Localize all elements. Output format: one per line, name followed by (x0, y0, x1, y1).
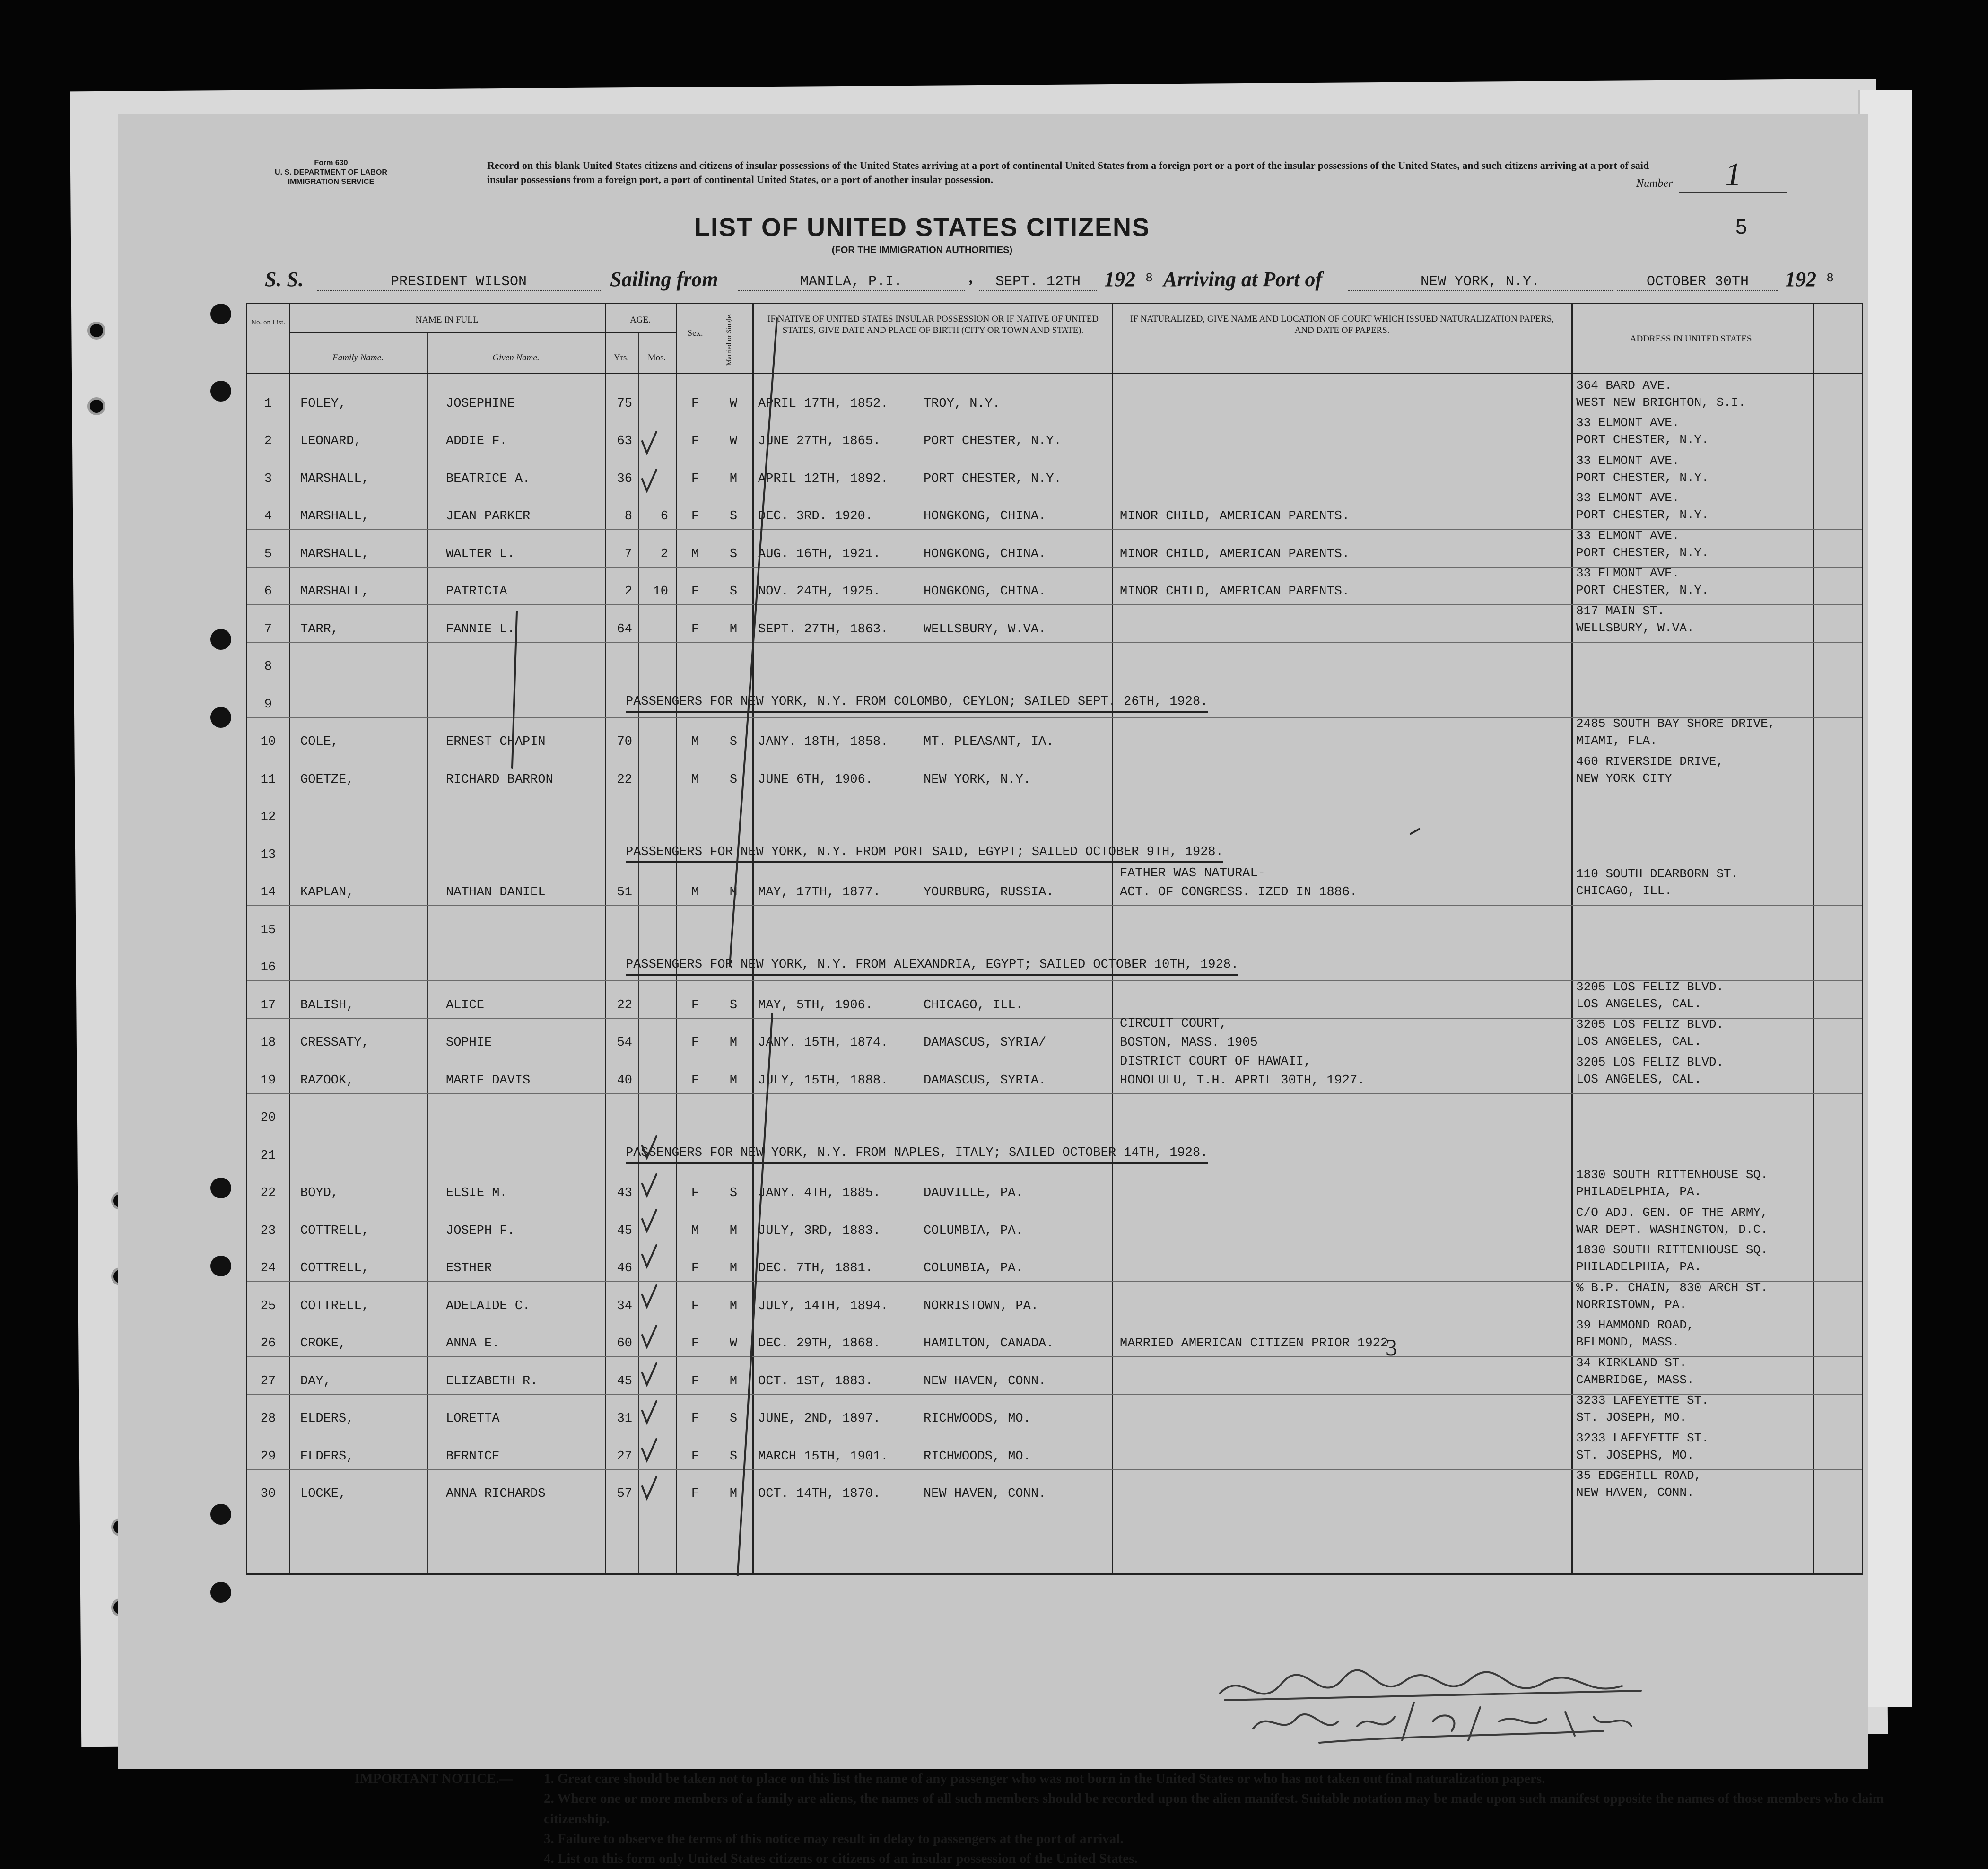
cell-sex: F (691, 1374, 699, 1389)
cell-nat: HONOLULU, T.H. APRIL 30TH, 1927. (1120, 1073, 1365, 1088)
cell-no: 17 (260, 998, 276, 1013)
cell-yrs: 45 (617, 1223, 632, 1238)
cell-no: 6 (264, 585, 272, 599)
cell-bplace: TROY, N.Y. (924, 396, 1001, 411)
cell-addr: 110 SOUTH DEARBORN ST. (1576, 867, 1739, 881)
cell-no: 2 (264, 434, 272, 448)
cell-yrs: 57 (617, 1487, 632, 1501)
cell-ms: S (729, 547, 738, 561)
cell-addr: 33 ELMONT AVE. (1576, 566, 1680, 580)
cell-no: 30 (260, 1487, 276, 1501)
cell-addr: 33 ELMONT AVE. (1576, 453, 1680, 468)
cell-family: RAZOOK, (300, 1073, 354, 1088)
cell-addr: NEW YORK CITY (1576, 771, 1672, 786)
cell-yrs: 22 (617, 998, 632, 1013)
cell-addr: 2485 SOUTH BAY SHORE DRIVE, (1576, 716, 1776, 731)
punch-dot (210, 304, 231, 324)
cell-addr: 33 ELMONT AVE. (1576, 416, 1680, 430)
cell-given: MARIE DAVIS (446, 1073, 531, 1088)
cell-bplace: RICHWOODS, MO. (924, 1449, 1031, 1464)
cell-given: BERNICE (446, 1449, 500, 1464)
cell-bplace: NEW HAVEN, CONN. (924, 1374, 1046, 1389)
cell-addr: PORT CHESTER, N.Y. (1576, 583, 1709, 597)
arrival-year-digit: 8 (1826, 271, 1834, 285)
notice-item: 2. Where one or more members of a family are aliens, the names of all such members should be recorded upon the alien manifest. Suitable notation may be made upon such manifest opposite the names of those members who claim citizenship. (544, 1791, 1884, 1826)
cell-bdate: DEC. 29TH, 1868. (758, 1336, 881, 1351)
punch-dot (210, 629, 231, 650)
cell-yrs: 34 (617, 1299, 632, 1313)
cell-yrs: 45 (617, 1374, 632, 1389)
cell-bdate: MAY, 17TH, 1877. (758, 885, 881, 900)
cell-family: MARSHALL, (300, 472, 369, 486)
cell-sex: F (691, 1336, 699, 1351)
cell-no: 4 (264, 509, 272, 524)
cell-no: 13 (260, 847, 276, 862)
cell-no: 15 (260, 923, 276, 937)
cell-yrs: 7 (624, 547, 632, 561)
cell-bplace: DAUVILLE, PA. (924, 1186, 1023, 1200)
cell-yrs: 8 (624, 509, 632, 524)
cell-yrs: 2 (624, 585, 632, 599)
cell-given: WALTER L. (446, 547, 515, 561)
number-label: Number (1636, 177, 1673, 190)
cell-ms: W (729, 396, 738, 411)
cell-nat: FATHER WAS NATURAL- (1120, 866, 1265, 881)
cell-addr: BELMOND, MASS. (1576, 1335, 1680, 1349)
cell-bdate: APRIL 17TH, 1852. (758, 396, 889, 411)
intro-text: Record on this blank United States citizens and citizens of insular possessions of the United States arriving at a port of continental United States from a foreign port or a port of the insular possessions of the United States, and such citizens arriving at a port of said insular possessions from a foreign port, a port of continental United States, or a port of another insular possession. (487, 159, 1649, 185)
department-name: U. S. DEPARTMENT OF LABOR (275, 168, 387, 176)
cell-no: 5 (264, 547, 272, 561)
cell-addr: CHICAGO, ILL. (1576, 884, 1672, 898)
cell-no: 16 (260, 961, 276, 975)
header-mos: Mos. (647, 353, 666, 363)
cell-ms: M (729, 1223, 738, 1238)
cell-no: 22 (260, 1186, 276, 1200)
cell-given: NATHAN DANIEL (446, 885, 546, 900)
cell-nat: ACT. OF CONGRESS. IZED IN 1886. (1120, 885, 1358, 900)
cell-bplace: PORT CHESTER, N.Y. (924, 434, 1062, 448)
inspector-signature (1215, 1665, 1669, 1750)
citizens-table (246, 303, 1863, 1575)
cell-no: 24 (260, 1261, 276, 1275)
cell-bdate: JULY, 14TH, 1894. (758, 1299, 889, 1313)
cell-family: CROKE, (300, 1336, 347, 1351)
cell-sex: M (691, 772, 699, 787)
header-no: No. on List. (251, 319, 285, 326)
cell-addr: WELLSBURY, W.VA. (1576, 620, 1694, 635)
cell-no: 8 (264, 660, 272, 674)
cell-addr: 33 ELMONT AVE. (1576, 528, 1680, 543)
cell-yrs: 27 (617, 1449, 632, 1464)
number-value: 1 (1679, 158, 1787, 193)
cell-bplace: HONGKONG, CHINA. (924, 585, 1046, 599)
punch-dot (210, 381, 231, 402)
cell-addr: 3233 LAFEYETTE ST. (1576, 1431, 1709, 1445)
cell-no: 19 (260, 1073, 276, 1088)
cell-family: COTTRELL, (300, 1299, 369, 1313)
cell-addr: ST. JOSEPH, MO. (1576, 1410, 1687, 1424)
cell-bplace: PORT CHESTER, N.Y. (924, 472, 1062, 486)
header-yrs: Yrs. (613, 353, 629, 363)
cell-bdate: JANY. 4TH, 1885. (758, 1186, 881, 1200)
cell-sex: F (691, 1299, 699, 1313)
cell-sex: M (691, 1223, 699, 1238)
cell-addr: 817 MAIN ST. (1576, 603, 1665, 618)
cell-addr: 35 EDGEHILL ROAD, (1576, 1468, 1702, 1483)
cell-bdate: MAY, 5TH, 1906. (758, 998, 873, 1013)
cell-sex: M (691, 885, 699, 900)
header-given-name: Given Name. (492, 353, 540, 363)
sailing-from-port: MANILA, P.I. (738, 274, 965, 291)
cell-addr: PHILADELPHIA, PA. (1576, 1185, 1702, 1199)
cell-given: FANNIE L. (446, 622, 515, 637)
cell-addr: 33 ELMONT AVE. (1576, 491, 1680, 505)
cell-no: 27 (260, 1374, 276, 1389)
cell-ms: S (729, 1186, 738, 1200)
page-number: 5 (1735, 215, 1747, 238)
cell-addr: 3205 LOS FELIZ BLVD. (1576, 1017, 1724, 1031)
cell-bdate: JULY, 3RD, 1883. (758, 1223, 881, 1238)
sailing-date: SEPT. 12TH (979, 274, 1097, 291)
cell-addr: LOS ANGELES, CAL. (1576, 1072, 1702, 1086)
cell-ms: M (729, 1036, 738, 1050)
cell-addr: PHILADELPHIA, PA. (1576, 1260, 1702, 1274)
punch-dot (210, 1582, 231, 1603)
cell-ms: S (729, 585, 738, 599)
cell-mos: 2 (660, 547, 668, 561)
cell-family: BALISH, (300, 998, 354, 1013)
cell-given: ADDIE F. (446, 434, 507, 448)
form-number: Form 630 (314, 159, 348, 167)
notice-item: 1. Great care should be taken not to place on this list the name of any passenger who was not born in the United States or who has not taken out final naturalization papers. (544, 1771, 1545, 1786)
cell-no: 25 (260, 1299, 276, 1313)
page-subtitle: (FOR THE IMMIGRATION AUTHORITIES) (831, 245, 1013, 255)
cell-sex: M (691, 735, 699, 749)
cell-bdate: OCT. 14TH, 1870. (758, 1487, 881, 1501)
cell-ms: W (729, 1336, 738, 1351)
cell-yrs: 36 (617, 472, 632, 486)
cell-addr: 3233 LAFEYETTE ST. (1576, 1393, 1709, 1407)
cell-yrs: 46 (617, 1261, 632, 1275)
cell-bplace: RICHWOODS, MO. (924, 1412, 1031, 1426)
header-sex: Sex. (687, 328, 703, 338)
cell-given: ERNEST CHAPIN (446, 735, 546, 749)
cell-bplace: DAMASCUS, SYRIA. (924, 1073, 1046, 1088)
cell-family: BOYD, (300, 1186, 339, 1200)
notice-heading: IMPORTANT NOTICE.— (355, 1771, 513, 1786)
cell-given: ELSIE M. (446, 1186, 507, 1200)
cell-family: LEONARD, (300, 434, 362, 448)
cell-given: ANNA E. (446, 1336, 500, 1351)
cell-addr: WAR DEPT. WASHINGTON, D.C. (1576, 1222, 1768, 1237)
cell-bplace: NORRISTOWN, PA. (924, 1299, 1039, 1313)
cell-sex: F (691, 1186, 699, 1200)
cell-addr: 1830 SOUTH RITTENHOUSE SQ. (1576, 1243, 1768, 1257)
punch-dot (210, 1178, 231, 1198)
margin-note: 3 (1386, 1334, 1397, 1361)
arrival-year-prefix: 192 (1785, 268, 1816, 291)
cell-ms: M (729, 1073, 738, 1088)
cell-addr: PORT CHESTER, N.Y. (1576, 433, 1709, 447)
cell-no: 12 (260, 810, 276, 824)
cell-family: KAPLAN, (300, 885, 354, 900)
cell-addr: C/O ADJ. GEN. OF THE ARMY, (1576, 1205, 1768, 1220)
cell-addr: MIAMI, FLA. (1576, 734, 1657, 748)
header-age: AGE. (630, 315, 651, 325)
cell-sex: F (691, 1449, 699, 1464)
cell-family: ELDERS, (300, 1449, 354, 1464)
cell-addr: 460 RIVERSIDE DRIVE, (1576, 754, 1724, 769)
cell-yrs: 43 (617, 1186, 632, 1200)
cell-ms: M (729, 885, 738, 900)
cell-bdate: JUNE 27TH, 1865. (758, 434, 881, 448)
cell-bplace: COLUMBIA, PA. (924, 1261, 1023, 1275)
section-heading: PASSENGERS FOR NEW YORK, N.Y. FROM COLOMBO, CEYLON; SAILED SEPT. 26TH, 1928. (626, 695, 1208, 713)
cell-no: 11 (260, 772, 276, 787)
cell-sex: F (691, 509, 699, 524)
cell-given: ELIZABETH R. (446, 1374, 538, 1389)
arriving-label: Arriving at Port of (1163, 268, 1323, 291)
sailing-from-label: Sailing from (610, 268, 718, 291)
cell-addr: 1830 SOUTH RITTENHOUSE SQ. (1576, 1168, 1768, 1182)
cell-sex: F (691, 1261, 699, 1275)
cell-no: 20 (260, 1111, 276, 1125)
cell-given: ALICE (446, 998, 485, 1013)
cell-addr: ST. JOSEPHS, MO. (1576, 1448, 1694, 1462)
cell-given: BEATRICE A. (446, 472, 531, 486)
cell-bdate: SEPT. 27TH, 1863. (758, 622, 889, 637)
cell-no: 10 (260, 735, 276, 749)
arrival-port: NEW YORK, N.Y. (1348, 274, 1613, 291)
cell-sex: F (691, 434, 699, 448)
cell-no: 9 (264, 697, 272, 712)
cell-sex: F (691, 998, 699, 1013)
cell-addr: NEW HAVEN, CONN. (1576, 1485, 1694, 1500)
cell-ms: M (729, 472, 738, 486)
cell-given: PATRICIA (446, 585, 507, 599)
cell-addr: 39 HAMMOND ROAD, (1576, 1318, 1694, 1332)
cell-yrs: 63 (617, 434, 632, 448)
punch-dot (210, 1504, 231, 1525)
cell-yrs: 60 (617, 1336, 632, 1351)
cell-bdate: APRIL 12TH, 1892. (758, 472, 889, 486)
cell-bplace: DAMASCUS, SYRIA/ (924, 1036, 1046, 1050)
cell-ms: S (729, 509, 738, 524)
cell-no: 14 (260, 885, 276, 900)
cell-bplace: HONGKONG, CHINA. (924, 509, 1046, 524)
cell-bdate: NOV. 24TH, 1925. (758, 585, 881, 599)
cell-bplace: NEW HAVEN, CONN. (924, 1487, 1046, 1501)
cell-bplace: NEW YORK, N.Y. (924, 772, 1031, 787)
notice-items (544, 1769, 1934, 1869)
cell-family: DAY, (300, 1374, 331, 1389)
cell-addr: 3205 LOS FELIZ BLVD. (1576, 979, 1724, 994)
service-name: IMMIGRATION SERVICE (288, 178, 375, 186)
ship-name: PRESIDENT WILSON (317, 274, 601, 291)
cell-addr: 364 BARD AVE. (1576, 378, 1672, 393)
cell-yrs: 75 (617, 396, 632, 411)
sailing-line: S. S. PRESIDENT WILSON Sailing from MANILA, P.I. , SEPT. 12TH 192 8 Arriving at Port of NEW YORK, N.Y. OCTOBER 30TH 192 8 (265, 267, 1873, 296)
cell-bdate: MARCH 15TH, 1901. (758, 1449, 889, 1464)
cell-addr: % B.P. CHAIN, 830 ARCH ST. (1576, 1280, 1768, 1295)
notice-item: 4. List on this form only United States citizens or citizens of an insular possession of the United States. (544, 1851, 1138, 1867)
cell-bplace: HAMILTON, CANADA. (924, 1336, 1054, 1351)
cell-family: LOCKE, (300, 1487, 347, 1501)
cell-bdate: JULY, 15TH, 1888. (758, 1073, 889, 1088)
cell-family: GOETZE, (300, 772, 354, 787)
cell-ms: S (729, 735, 738, 749)
cell-nat: MINOR CHILD, AMERICAN PARENTS. (1120, 547, 1350, 561)
cell-no: 23 (260, 1223, 276, 1238)
form-identifier (241, 158, 421, 187)
cell-given: ESTHER (446, 1261, 492, 1275)
cell-yrs: 31 (617, 1412, 632, 1426)
cell-bplace: YOURBURG, RUSSIA. (924, 885, 1054, 900)
cell-no: 21 (260, 1148, 276, 1163)
cell-sex: F (691, 1412, 699, 1426)
cell-given: ADELAIDE C. (446, 1299, 531, 1313)
cell-family: COLE, (300, 735, 339, 749)
cell-addr: PORT CHESTER, N.Y. (1576, 545, 1709, 560)
header-name-in-full: NAME IN FULL (415, 315, 479, 325)
cell-bdate: AUG. 16TH, 1921. (758, 547, 881, 561)
cell-addr: PORT CHESTER, N.Y. (1576, 470, 1709, 485)
cell-given: SOPHIE (446, 1036, 492, 1050)
cell-nat: DISTRICT COURT OF HAWAII, (1120, 1054, 1312, 1069)
cell-ms: M (729, 622, 738, 637)
cell-addr: 3205 LOS FELIZ BLVD. (1576, 1055, 1724, 1069)
cell-addr: WEST NEW BRIGHTON, S.I. (1576, 395, 1746, 410)
punch-dot (210, 1256, 231, 1276)
cell-bdate: JUNE, 2ND, 1897. (758, 1412, 881, 1426)
cell-ms: M (729, 1487, 738, 1501)
cell-nat: MARRIED AMERICAN CITIZEN PRIOR 1922 (1120, 1336, 1388, 1351)
cell-bplace: COLUMBIA, PA. (924, 1223, 1023, 1238)
cell-yrs: 51 (617, 885, 632, 900)
cell-ms: M (729, 1374, 738, 1389)
cell-bdate: JANY. 15TH, 1874. (758, 1036, 889, 1050)
cell-family: MARSHALL, (300, 585, 369, 599)
header-family-name: Family Name. (332, 353, 384, 363)
cell-given: JOSEPHINE (446, 396, 515, 411)
cell-sex: F (691, 1487, 699, 1501)
cell-ms: M (729, 1261, 738, 1275)
cell-family: FOLEY, (300, 396, 347, 411)
cell-family: ELDERS, (300, 1412, 354, 1426)
cell-no: 1 (264, 396, 272, 411)
cell-bdate: OCT. 1ST, 1883. (758, 1374, 873, 1389)
punch-dot (210, 707, 231, 728)
cell-bplace: WELLSBURY, W.VA. (924, 622, 1046, 637)
cell-sex: M (691, 547, 699, 561)
cell-given: RICHARD BARRON (446, 772, 553, 787)
arrival-date: OCTOBER 30TH (1617, 274, 1778, 291)
cell-addr: 34 KIRKLAND ST. (1576, 1355, 1687, 1370)
section-heading: PASSENGERS FOR NEW YORK, N.Y. FROM ALEXANDRIA, EGYPT; SAILED OCTOBER 10TH, 1928. (626, 958, 1238, 976)
cell-ms: W (729, 434, 738, 448)
header-birth: IF NATIVE OF UNITED STATES INSULAR POSSESSION OR IF NATIVE OF UNITED STATES, GIVE DATE AND PLACE OF BIRTH (CITY OR TOWN AND STATE). (767, 314, 1099, 335)
cell-addr: NORRISTOWN, PA. (1576, 1297, 1687, 1312)
cell-yrs: 64 (617, 622, 632, 637)
cell-yrs: 54 (617, 1036, 632, 1050)
cell-no: 18 (260, 1036, 276, 1050)
manifest-page (118, 114, 1884, 1867)
cell-mos: 10 (653, 585, 668, 599)
cell-ms: S (729, 1449, 738, 1464)
cell-sex: F (691, 472, 699, 486)
page-title: LIST OF UNITED STATES CITIZENS (694, 213, 1150, 242)
cell-nat: BOSTON, MASS. 1905 (1120, 1036, 1258, 1050)
sailing-year-prefix: 192 (1104, 268, 1135, 291)
cell-family: TARR, (300, 622, 339, 637)
cell-bdate: JUNE 6TH, 1906. (758, 772, 873, 787)
cell-nat: MINOR CHILD, AMERICAN PARENTS. (1120, 585, 1350, 599)
header-address: ADDRESS IN UNITED STATES. (1630, 334, 1754, 344)
cell-ms: S (729, 1412, 738, 1426)
sailing-year-digit: 8 (1145, 271, 1153, 285)
cell-given: JEAN PARKER (446, 509, 531, 524)
cell-sex: F (691, 1036, 699, 1050)
ss-label: S. S. (265, 268, 304, 291)
cell-no: 3 (264, 472, 272, 486)
cell-ms: S (729, 998, 738, 1013)
cell-family: COTTRELL, (300, 1261, 369, 1275)
notice-item: 3. Failure to observe the terms of this notice may result in delay to passengers at the port of arrival. (544, 1831, 1124, 1846)
cell-bdate: DEC. 7TH, 1881. (758, 1261, 873, 1275)
cell-addr: LOS ANGELES, CAL. (1576, 1034, 1702, 1048)
cell-yrs: 70 (617, 735, 632, 749)
cell-addr: LOS ANGELES, CAL. (1576, 996, 1702, 1011)
cell-nat: MINOR CHILD, AMERICAN PARENTS. (1120, 509, 1350, 524)
cell-bdate: DEC. 3RD. 1920. (758, 509, 873, 524)
cell-sex: F (691, 585, 699, 599)
header-married-single: Married or Single. (725, 313, 733, 366)
cell-family: COTTRELL, (300, 1223, 369, 1238)
header-naturalized: IF NATURALIZED, GIVE NAME AND LOCATION OF COURT WHICH ISSUED NATURALIZATION PAPERS, AND DATE OF PAPERS. (1130, 314, 1554, 335)
cell-bplace: HONGKONG, CHINA. (924, 547, 1046, 561)
cell-sex: F (691, 622, 699, 637)
cell-ms: S (729, 772, 738, 787)
cell-bplace: MT. PLEASANT, IA. (924, 735, 1054, 749)
cell-addr: CAMBRIDGE, MASS. (1576, 1372, 1694, 1387)
cell-family: CRESSATY, (300, 1036, 369, 1050)
cell-family: MARSHALL, (300, 509, 369, 524)
cell-given: ANNA RICHARDS (446, 1487, 546, 1501)
cell-no: 28 (260, 1412, 276, 1426)
cell-no: 26 (260, 1336, 276, 1351)
cell-given: LORETTA (446, 1412, 500, 1426)
cell-bdate: JANY. 18TH, 1858. (758, 735, 889, 749)
cell-no: 7 (264, 622, 272, 637)
cell-no: 29 (260, 1449, 276, 1464)
pencil-check-marks (247, 304, 1865, 1576)
cell-sex: F (691, 396, 699, 411)
cell-bplace: CHICAGO, ILL. (924, 998, 1023, 1013)
cell-ms: M (729, 1299, 738, 1313)
cell-given: JOSEPH F. (446, 1223, 515, 1238)
cell-yrs: 22 (617, 772, 632, 787)
cell-nat: CIRCUIT COURT, (1120, 1017, 1227, 1031)
cell-family: MARSHALL, (300, 547, 369, 561)
cell-sex: F (691, 1073, 699, 1088)
cell-yrs: 40 (617, 1073, 632, 1088)
section-heading: PASSENGERS FOR NEW YORK, N.Y. FROM NAPLES, ITALY; SAILED OCTOBER 14TH, 1928. (626, 1146, 1208, 1164)
cell-mos: 6 (660, 509, 668, 524)
section-heading: PASSENGERS FOR NEW YORK, N.Y. FROM PORT SAID, EGYPT; SAILED OCTOBER 9TH, 1928. (626, 845, 1223, 863)
cell-addr: PORT CHESTER, N.Y. (1576, 508, 1709, 522)
